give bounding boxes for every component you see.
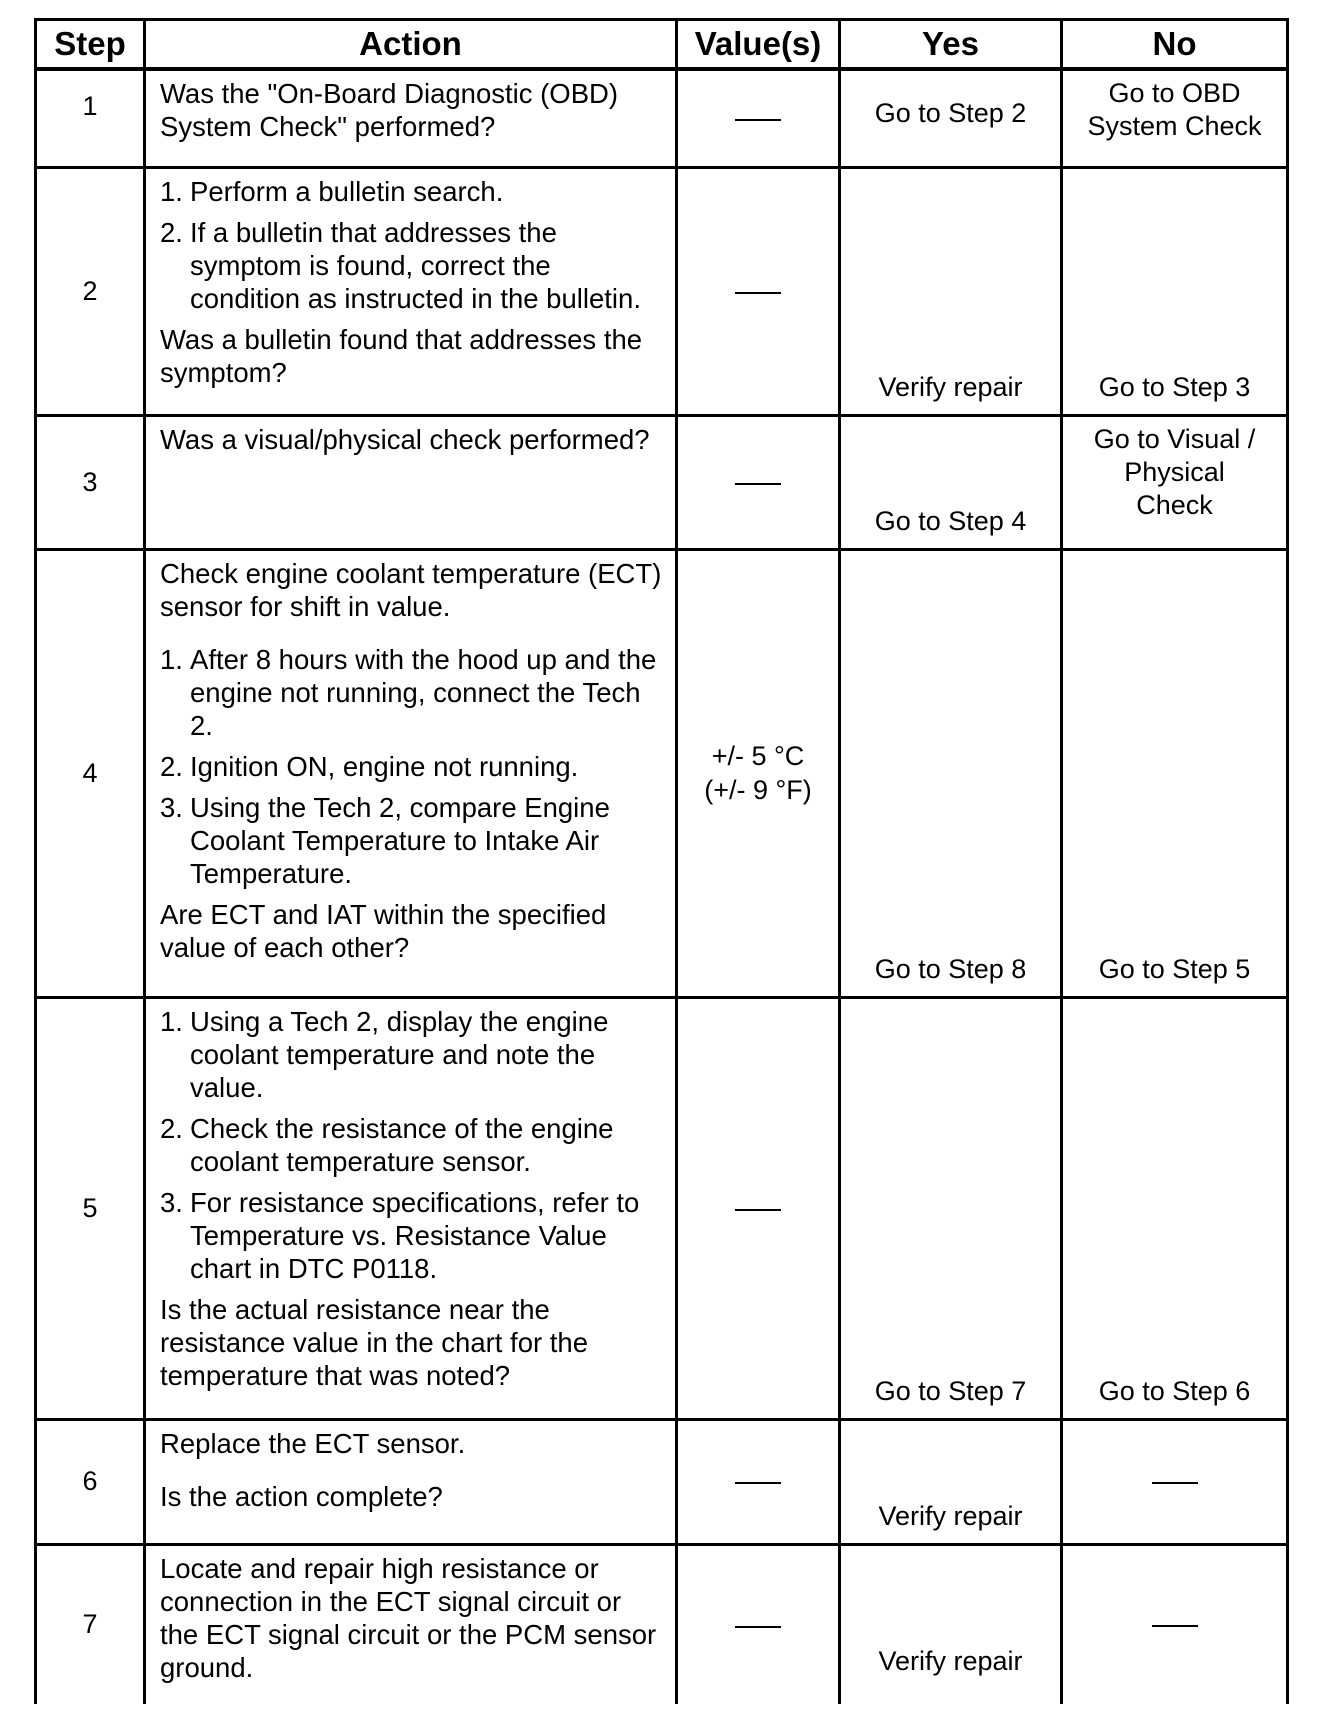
step-number: 5 (36, 997, 145, 1419)
action-cell (145, 69, 677, 167)
no-value-dash (735, 1626, 781, 1628)
no-cell: Go to Step 5 (1062, 549, 1288, 997)
yes-cell: Go to Step 2 (840, 69, 1062, 167)
table-row (36, 415, 1288, 549)
no-value-dash (735, 119, 781, 121)
list-item: 3. For resistance specifications, refer to Temperature vs. Resistance Value chart in DTC P0118. (160, 1186, 640, 1284)
value-cell (677, 1419, 840, 1544)
table-row (36, 997, 1288, 1419)
step-number: 7 (36, 1544, 145, 1704)
no-value-dash (735, 1209, 781, 1211)
action-question: Is the action complete? (160, 1480, 443, 1512)
no-value-dash (735, 483, 781, 485)
yes-cell: Verify repair (840, 167, 1062, 415)
action-question: Was a bulletin found that addresses the symptom? (160, 323, 643, 388)
action-text: Locate and repair high resistance or connection in the ECT signal circuit or the ECT signal circuit or the PCM sensor ground. (160, 1552, 657, 1683)
action-cell (145, 167, 677, 415)
action-cell (145, 549, 677, 997)
no-cell (1062, 415, 1288, 549)
value-cell (677, 1544, 840, 1704)
no-cell (1062, 1419, 1288, 1544)
table-row (36, 1544, 1288, 1704)
header-values: Value(s) (677, 20, 840, 70)
value-text: (+/- 9 °F) (704, 775, 812, 805)
value-text: +/- 5 °C (711, 741, 805, 771)
action-text: System Check" performed? (160, 111, 496, 142)
no-value-dash (1152, 1625, 1198, 1627)
table-row (36, 1419, 1288, 1544)
header-step: Step (36, 20, 145, 70)
yes-cell: Go to Step 8 (840, 549, 1062, 997)
action-text: Replace the ECT sensor. (160, 1427, 466, 1459)
no-cell (1062, 69, 1288, 167)
list-item: 3. Using the Tech 2, compare Engine Coolant Temperature to Intake Air Temperature. (160, 791, 610, 889)
action-text: Was a visual/physical check performed? (160, 423, 650, 455)
no-cell: Go to Step 3 (1062, 167, 1288, 415)
action-intro: Check engine coolant temperature (ECT) sensor for shift in value. (160, 557, 662, 622)
action-question: Is the actual resistance near the resistance value in the chart for the temperature that was noted? (160, 1293, 589, 1391)
list-item: 2. Ignition ON, engine not running. (160, 750, 579, 782)
action-text: Was the "On-Board Diagnostic (OBD) (160, 78, 619, 109)
step-number: 4 (36, 549, 145, 997)
no-cell: Go to Step 6 (1062, 997, 1288, 1419)
header-no: No (1062, 20, 1288, 70)
value-cell (677, 997, 840, 1419)
header-yes: Yes (840, 20, 1062, 70)
table-row (36, 549, 1288, 997)
no-text: Check (1136, 489, 1213, 520)
step-number: 6 (36, 1419, 145, 1544)
list-item: 1. After 8 hours with the hood up and the engine not running, connect the Tech 2. (160, 643, 657, 741)
no-text: Go to OBD (1108, 78, 1241, 108)
list-item: 2. If a bulletin that addresses the symptom is found, correct the condition as instructed in the bulletin. (160, 216, 641, 314)
action-cell (145, 415, 677, 549)
value-cell (677, 549, 840, 997)
list-item: 1. Perform a bulletin search. (160, 175, 504, 207)
yes-cell: Verify repair (840, 1419, 1062, 1544)
step-number: 3 (36, 415, 145, 549)
no-value-dash (735, 1482, 781, 1484)
no-value-dash (735, 292, 781, 294)
step-number: 1 (36, 69, 145, 167)
action-cell (145, 1419, 677, 1544)
header-row (36, 20, 1288, 70)
table-row (36, 167, 1288, 415)
yes-cell: Go to Step 4 (840, 415, 1062, 549)
no-text: Physical (1124, 456, 1225, 487)
no-value-dash (1152, 1482, 1198, 1484)
action-question: Are ECT and IAT within the specified value of each other? (160, 898, 607, 963)
yes-cell: Go to Step 7 (840, 997, 1062, 1419)
action-cell (145, 997, 677, 1419)
step-number: 2 (36, 167, 145, 415)
table-row (36, 69, 1288, 167)
value-cell (677, 415, 840, 549)
no-text: System Check (1087, 111, 1262, 141)
no-cell (1062, 1544, 1288, 1704)
header-action: Action (145, 20, 677, 70)
diagnostic-table (34, 18, 1289, 1704)
value-cell (677, 69, 840, 167)
value-cell (677, 167, 840, 415)
list-item: 1. Using a Tech 2, display the engine coolant temperature and note the value. (160, 1005, 609, 1103)
action-cell (145, 1544, 677, 1704)
no-text: Go to Visual / (1093, 423, 1256, 454)
yes-cell: Verify repair (840, 1544, 1062, 1704)
list-item: 2. Check the resistance of the engine coolant temperature sensor. (160, 1112, 614, 1177)
